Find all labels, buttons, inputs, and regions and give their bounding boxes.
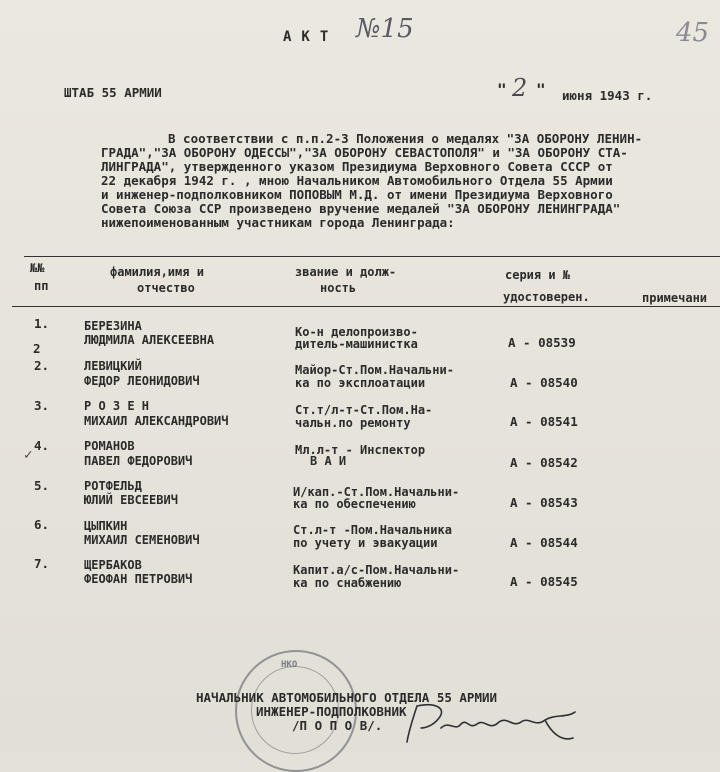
header-rank-2: ность <box>320 281 357 295</box>
row-given-names: ФЕДОР ЛЕОНИДОВИЧ <box>84 374 200 388</box>
body-line: и инженер-подполковником ПОПОВЫМ М.Д. от имени Президиума Верховного <box>101 187 613 202</box>
row-series: А - 08542 <box>510 455 578 470</box>
handwritten-signature <box>395 698 605 753</box>
row-surname: ЦЫПКИН <box>84 519 128 533</box>
row-number: 4. <box>34 438 50 453</box>
row-position: В А И <box>310 454 347 468</box>
row-number: 1. <box>34 316 50 331</box>
row-position: чальн.по ремонту <box>295 416 411 430</box>
body-line: В соответствии с п.п.2-3 Положения о медалях "ЗА ОБОРОНУ ЛЕНИН- <box>168 131 643 146</box>
row-rank: И/кап.-Ст.Пом.Начальни- <box>293 485 460 499</box>
row-series: А - 08543 <box>510 495 578 510</box>
row-given-names: ЮЛИЙ ЕВСЕЕВИЧ <box>84 493 178 507</box>
header-series-1: серия и № <box>505 268 571 282</box>
row-given-names: МИХАИЛ СЕМЕНОВИЧ <box>84 533 200 547</box>
stamp-text: НКО <box>281 660 298 670</box>
row-rank: Ко-н делопроизво- <box>295 325 418 339</box>
document-title: АКТ <box>283 29 339 45</box>
row-series: А - 08541 <box>510 414 578 429</box>
margin-tick-mark: ✓ <box>24 447 33 463</box>
handwritten-margin-number: 2 <box>33 341 41 356</box>
header-name-2: отчество <box>137 281 195 295</box>
header-num-2: пп <box>34 279 49 293</box>
row-given-names: ФЕОФАН ПЕТРОВИЧ <box>84 572 193 586</box>
row-given-names: ЛЮДМИЛА АЛЕКСЕЕВНА <box>84 333 215 347</box>
row-position: дитель-машинистка <box>295 337 418 351</box>
header-num-1: №№ <box>30 261 45 275</box>
body-line: 22 декабря 1942 г. , мною Начальником Автомобильного Отдела 55 Армии <box>101 173 613 188</box>
row-given-names: ПАВЕЛ ФЕДОРОВИЧ <box>84 454 193 468</box>
row-series: А - 08544 <box>510 535 578 550</box>
date-quote-open: " <box>497 80 507 99</box>
row-rank: Ст.л-т -Пом.Начальника <box>293 523 452 537</box>
row-number: 3. <box>34 398 50 413</box>
row-given-names: МИХАИЛ АЛЕКСАНДРОВИЧ <box>84 414 229 428</box>
row-surname: ЩЕРБАКОВ <box>84 558 142 572</box>
body-line: ГРАДА","ЗА ОБОРОНУ ОДЕССЫ","ЗА ОБОРОНУ СЕВАСТОПОЛЯ" и "ЗА ОБОРОНУ СТА- <box>101 145 628 160</box>
row-surname: РОТФЕЛЬД <box>84 479 142 493</box>
row-rank: Капит.а/с-Пом.Начальни- <box>293 563 460 577</box>
row-number: 7. <box>34 556 50 571</box>
row-surname: ЛЕВИЦКИЙ <box>84 359 142 373</box>
table-top-rule <box>24 256 720 257</box>
header-notes: примечани <box>642 291 708 305</box>
row-number: 5. <box>34 478 50 493</box>
date-month-year: июня 1943 г. <box>562 88 653 103</box>
header-rank-1: звание и долж- <box>295 265 397 279</box>
header-left: ШТАБ 55 АРМИИ <box>64 85 162 100</box>
row-position: ка по обеспечению <box>293 497 416 511</box>
signatory-rank: ИНЖЕНЕР-ПОДПОЛКОВНИК <box>256 704 407 719</box>
row-series: А - 08545 <box>510 574 578 589</box>
row-rank: Майор-Ст.Пом.Начальни- <box>295 363 454 377</box>
date-quote-close: " <box>536 80 546 99</box>
row-number: 2. <box>34 358 50 373</box>
body-line: Совета Союза ССР произведено вручение медалей "ЗА ОБОРОНУ ЛЕНИНГРАДА" <box>101 201 621 216</box>
signatory-name: /П О П О В/. <box>292 718 383 733</box>
row-rank: Ст.т/л-т-Ст.Пом.На- <box>295 403 433 417</box>
row-surname: Р О З Е Н <box>84 399 150 413</box>
row-surname: БЕРЕЗИНА <box>84 319 142 333</box>
row-position: по учету и эвакуации <box>293 536 438 550</box>
signatory-title: НАЧАЛЬНИК АВТОМОБИЛЬНОГО ОТДЕЛА 55 АРМИИ <box>196 690 498 705</box>
handwritten-act-number: №15 <box>356 14 414 44</box>
header-series-2: удостоверен. <box>503 290 590 304</box>
row-series: А - 08540 <box>510 375 578 390</box>
date-day: 2 <box>512 74 528 102</box>
folio-number: 45 <box>676 18 710 48</box>
row-rank: Мл.л-т - Инспектор <box>295 443 426 457</box>
row-series: А - 08539 <box>508 335 576 350</box>
body-line: ЛИНГРАДА", утвержденного указом Президиума Верховного Совета СССР от <box>101 159 613 174</box>
body-line: нижепоименованным участникам города Ленинграда: <box>101 215 455 230</box>
row-number: 6. <box>34 517 50 532</box>
table-header-rule <box>12 306 720 307</box>
header-name-1: фамилия,имя и <box>110 265 204 279</box>
row-position: ка по эксплоатации <box>295 376 426 390</box>
row-surname: РОМАНОВ <box>84 439 135 453</box>
row-position: ка по снабжению <box>293 576 402 590</box>
